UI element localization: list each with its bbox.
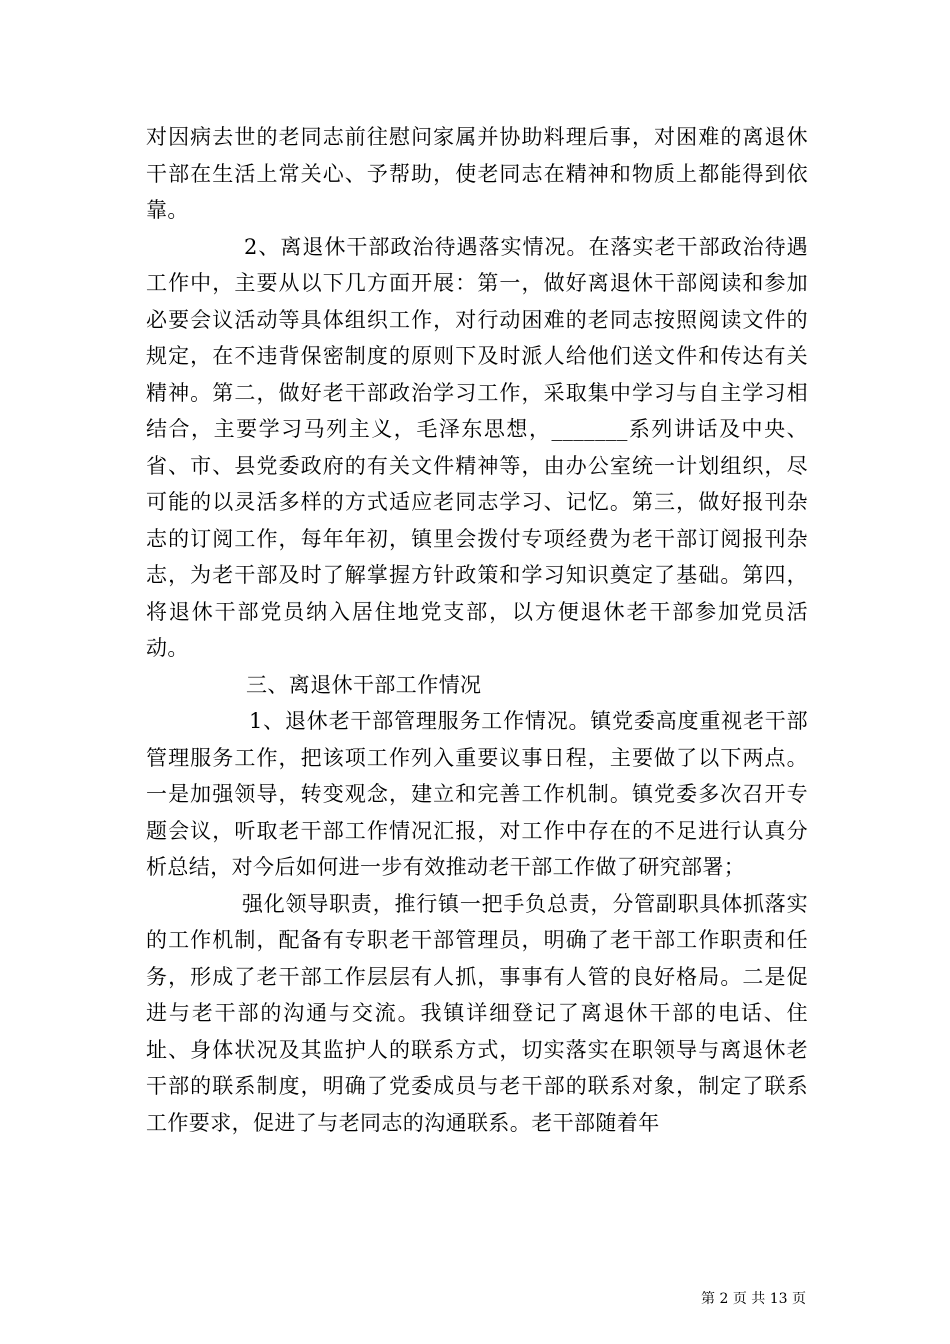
paragraph-management-service: 1、退休老干部管理服务工作情况。镇党委高度重视老干部管理服务工作，把该项工作列入重要议事日程，主要做了以下两点。一是加强领导，转变观念，建立和完善工作机制。镇党委多次召开专题会议，听取老干部工作情况汇报，对工作中存在的不足进行认真分析总结，对今后如何进一步有效推动老干部工作做了研究部署；: [146, 709, 808, 879]
paragraph-political-treatment: 2、离退休干部政治待遇落实情况。在落实老干部政治待遇工作中，主要从以下几方面开展：第一，做好离退休干部阅读和参加必要会议活动等具体组织工作，对行动困难的老同志按照阅读文件的规定，在不违背保密制度的原则下及时派人给他们送文件和传达有关精神。第二，做好老干部政治学习工作，采取集中学习与自主学习相结合，主要学习马列主义，毛泽东思想，_______系列讲话及中央、省、市、县党委政府的有关文件精神等，由办公室统一计划组织，尽可能的以灵活多样的方式适应老同志学习、记忆。第三，做好报刊杂志的订阅工作，每年年初，镇里会拨付专项经费为老干部订阅报刊杂志，为老干部及时了解掌握方针政策和学习知识奠定了基础。第四，将退休干部党员纳入居住地党支部，以方便退休老干部参加党员活动。: [146, 234, 808, 660]
page-number: 第 2 页 共 13 页: [701, 1291, 806, 1307]
document-body: [146, 119, 808, 1141]
section-heading: 三、离退休干部工作情况: [246, 672, 482, 697]
paragraph-leadership-duty: 强化领导职责，推行镇一把手负总责，分管副职具体抓落实的工作机制，配备有专职老干部管理员，明确了老干部工作职责和任务，形成了老干部工作层层有人抓，事事有人管的良好格局。二是促进与老干部的沟通与交流。我镇详细登记了离退休干部的电话、住址、身体状况及其监护人的联系方式，切实落实在职领导与离退休老干部的联系制度，明确了党委成员与老干部的联系对象，制定了联系工作要求，促进了与老同志的沟通联系。老干部随着年: [146, 891, 808, 1135]
paragraph-continued: 对因病去世的老同志前往慰问家属并协助料理后事，对困难的离退休干部在生活上常关心、予帮助，使老同志在精神和物质上都能得到依靠。: [146, 125, 808, 222]
